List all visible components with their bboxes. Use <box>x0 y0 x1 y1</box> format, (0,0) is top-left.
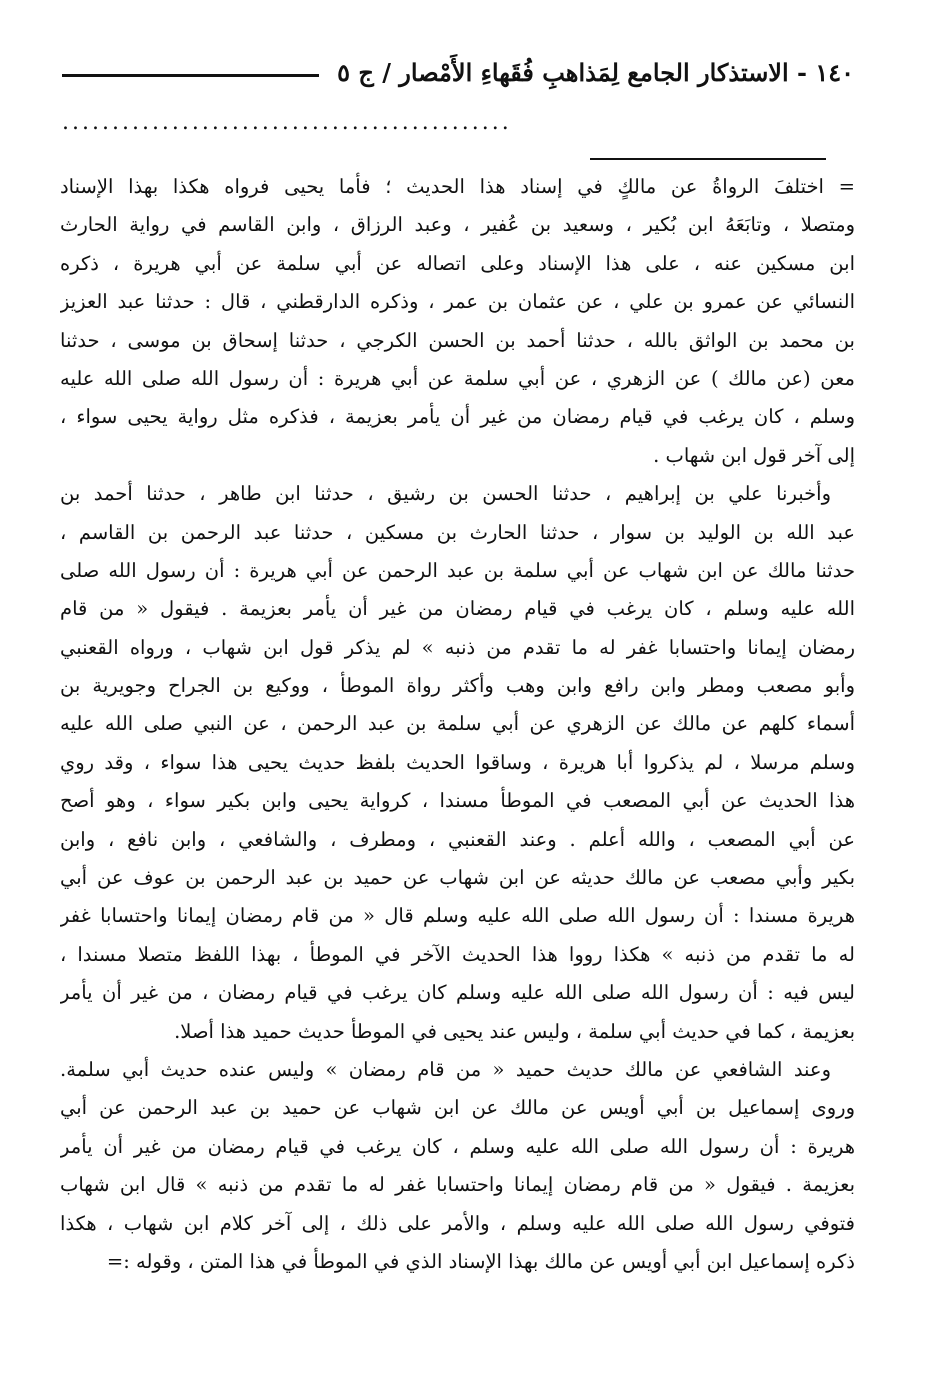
text-line: الله عليه وسلم ، كان يرغب في قيام رمضان من غير أن يأمر بعزيمة . فيقول « من قام <box>60 597 855 621</box>
text-line: هريرة : أن رسول الله صلى الله عليه وسلم ، كان يرغب في قيام رمضان من غير أن يأمر <box>60 1134 855 1158</box>
text-line: عن أبي المصعب ، والله أعلم . وعند القعنبي ، ومطرف ، والشافعي ، وابن نافع ، وابن <box>60 827 855 851</box>
text-line: وروى إسماعيل بن أبي أويس عن مالك عن ابن شهاب عن حميد بن عبد الرحمن عن أبي <box>60 1096 855 1120</box>
text-line: ليس فيه : أن رسول الله صلى الله عليه وسلم كان يرغب في قيام رمضان ، من غير أن يأمر <box>60 981 855 1005</box>
text-line: فتوفي رسول الله صلى الله عليه وسلم ، والأمر على ذلك ، إلى آخر كلام ابن شهاب ، هكذا <box>60 1211 855 1235</box>
header-rule <box>62 74 319 77</box>
text-line: بن محمد بن الواثق بالله ، حدثنا أحمد بن الحسن الكرجي ، حدثنا إسحاق بن موسى ، حدثنا <box>60 328 855 352</box>
text-line: وعند الشافعي عن مالك حديث حميد « من قام رمضان » وليس عنده حديث أبي سلمة. <box>60 1057 831 1081</box>
dotted-separator: ............................................. <box>62 110 512 135</box>
text-line: هذا الحديث عن أبي المصعب في الموطأ مسندا ، كرواية يحيى وابن بكير سواء ، وهو أصح <box>60 789 855 813</box>
text-line: النسائي عن عمرو بن علي ، عن عثمان بن عمر ، وذكره الدارقطني ، قال : حدثنا عبد العزيز <box>60 290 855 314</box>
text-line: وسلم مرسلا ، لم يذكروا أبا هريرة ، وساقوا الحديث بلفظ حديث يحيى هذا سواء ، وقد روي <box>60 750 855 774</box>
text-line: رمضان إيمانا واحتسابا غفر له ما تقدم من ذنبه » لم يذكر قول ابن شهاب ، ورواه القعنبي <box>60 635 855 659</box>
text-line: بعزيمة ، كما في حديث أبي سلمة ، وليس عند يحيى في الموطأ حديث حميد هذا أصلا. <box>174 1019 855 1043</box>
text-line: وأخبرنا علي بن إبراهيم ، حدثنا الحسن بن رشيق ، حدثنا ابن طاهر ، حدثنا أحمد بن <box>60 482 831 506</box>
text-line: هريرة مسندا : أن رسول الله صلى الله عليه وسلم قال « من قام رمضان إيمانا واحتسابا غفر <box>60 904 855 928</box>
text-line: وأبو مصعب ومطر وابن رافع وابن وهب وأكثر رواة الموطأ ، ووكيع بن الجراح وجويرية بن <box>60 674 855 698</box>
text-line: = اختلفَ الرواةُ عن مالكٍ في إسناد هذا الحديث ؛ فأما يحيى فرواه هكذا بهذا الإسناد <box>60 175 855 198</box>
text-line: وسلم ، كان يرغب في قيام رمضان من غير أن يأمر بعزيمة ، فذكره مثل رواية يحيى سواء ، <box>60 405 855 429</box>
text-line: بعزيمة . فيقول « من قام رمضان إيمانا واحتسابا غفر له ما تقدم من ذنبه » قال ابن شهاب <box>60 1173 855 1197</box>
text-line: إلى آخر قول ابن شهاب . <box>653 443 855 467</box>
main-text <box>60 168 855 1281</box>
paragraph <box>60 168 855 475</box>
running-title: ١٤٠ - الاستذكار الجامع لِمَذاهبِ فُقَهاءِ الأَمْصار / ج ٥ <box>337 57 854 87</box>
text-line: أسماء كلهم عن مالك عن الزهري عن أبي سلمة بن عبد الرحمن ، عن النبي صلى الله عليه <box>60 712 855 736</box>
footnote-rule <box>590 158 826 160</box>
text-line: عبد الله بن الوليد بن سوار ، حدثنا الحارث بن مسكين ، حدثنا عبد الرحمن بن القاسم ، <box>60 520 855 544</box>
page-header <box>62 52 854 92</box>
paragraph <box>60 1051 855 1281</box>
text-line: بكير وأبي مصعب عن مالك حديثه عن ابن شهاب عن حميد بن عبد الرحمن بن عوف عن أبي <box>60 866 855 890</box>
text-line: ذكره إسماعيل ابن أبي أويس عن مالك بهذا الإسناد الذي في الموطأ في هذا المتن ، وقوله := <box>106 1249 855 1273</box>
text-line: حدثنا مالك عن ابن شهاب عن أبي سلمة بن عبد الرحمن عن أبي هريرة : أن رسول الله صلى <box>60 558 855 582</box>
paragraph <box>60 475 855 1051</box>
text-line: معن (عن مالك ) عن الزهري ، عن أبي سلمة عن أبي هريرة : أن رسول الله صلى الله عليه <box>60 366 855 390</box>
text-line: له ما تقدم من ذنبه » هكذا رووا هذا الحديث الآخر في الموطأ ، بهذا اللفظ متصلا مسندا ، <box>60 942 855 966</box>
text-line: ابن مسكين عنه ، على هذا الإسناد وعلى اتصاله عن أبي سلمة عن أبي هريرة ، ذكره <box>60 251 855 275</box>
text-line: ومتصلا ، وتابَعَهُ ابن بُكير ، وسعيد بن عُفير ، وعبد الرزاق ، وابن القاسم في رواية الحارث <box>60 213 855 237</box>
